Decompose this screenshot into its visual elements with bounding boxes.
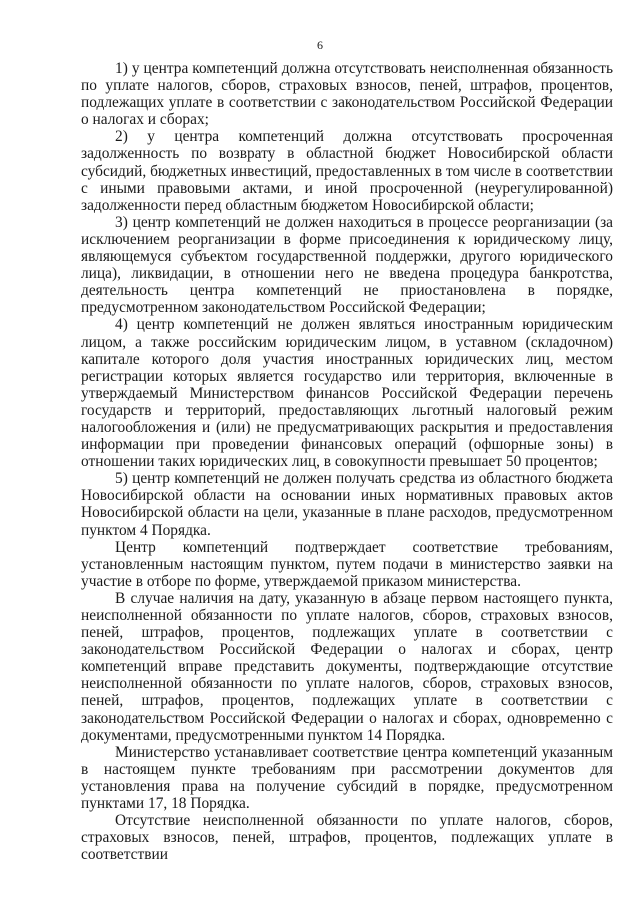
paragraph-item-5: 5) центр компетенций не должен получать средства из областного бюджета Новосибирской области на основании иных нормативных правовых актов Новосибирской области на цели, указанные в плане расходов, предусмотренном пунктом 4 Порядка.	[81, 470, 613, 539]
paragraph-item-4: 4) центр компетенций не должен являться иностранным юридическим лицом, а также российским юридическим лицом, в уставном (складочном) капитале которого доля участия иностранных юридических лиц, местом регистрации которых является государство или территория, включенные в утверждаемый Министерством финансов Российской Федерации перечень государств и территорий, предоставляющих льготный налоговый режим налогообложения и (или) не предусматривающих раскрытия и предоставления информации при проведении финансовых операций (офшорные зоны) в отношении таких юридических лиц, в совокупности превышает 50 процентов;	[81, 316, 613, 471]
paragraph-absence-obligation: Отсутствие неисполненной обязанности по уплате налогов, сборов, страховых взносов, пеней, штрафов, процентов, подлежащих уплате в соответствии	[81, 812, 613, 864]
paragraph-item-2: 2) у центра компетенций должна отсутствовать просроченная задолженность по возврату в областной бюджет Новосибирской области субсидий, бюджетных инвестиций, предоставленных в том числе в соответствии с иными правовыми актами, и иной просроченной (неурегулированной) задолженности перед областным бюджетом Новосибирской области;	[81, 128, 613, 214]
paragraph-item-1: 1) у центра компетенций должна отсутствовать неисполненная обязанность по уплате налогов, сборов, страховых взносов, пеней, штрафов, процентов, подлежащих уплате в соответствии с законодательством Российской Федерации о налогах и сборах;	[81, 60, 613, 129]
document-body	[81, 60, 613, 863]
paragraph-confirmation: Центр компетенций подтверждает соответствие требованиям, установленным настоящим пунктом, путем подачи в министерство заявки на участие в отборе по форме, утверждаемой приказом министерства.	[81, 538, 613, 590]
page-number: 6	[317, 38, 323, 52]
paragraph-debt-documents: В случае наличия на дату, указанную в абзаце первом настоящего пункта, неисполненной обязанности по уплате налогов, сборов, страховых взносов, пеней, штрафов, процентов, подлежащих уплате в соответствии с законодательством Российской Федерации о налогах и сборах, центр компетенций вправе представить документы, подтверждающие отсутствие неисполненной обязанности по уплате налогов, сборов, страховых взносов, пеней, штрафов, процентов, подлежащих уплате в соответствии с законодательством Российской Федерации о налогах и сборах, одновременно с документами, предусмотренными пунктом 14 Порядка.	[81, 589, 613, 744]
paragraph-ministry-check: Министерство устанавливает соответствие центра компетенций указанным в настоящем пункте требованиям при рассмотрении документов для установления права на получение субсидий в порядке, предусмотренном пунктами 17, 18 Порядка.	[81, 743, 613, 813]
paragraph-item-3: 3) центр компетенций не должен находиться в процессе реорганизации (за исключением реорганизации в форме присоединения к юридическому лицу, являющемуся субъектом государственной поддержки, другого юридического лица), ликвидации, в отношении него не введена процедура банкротства, деятельность центра компетенций не приостановлена в порядке, предусмотренном законодательством Российской Федерации;	[81, 213, 613, 317]
